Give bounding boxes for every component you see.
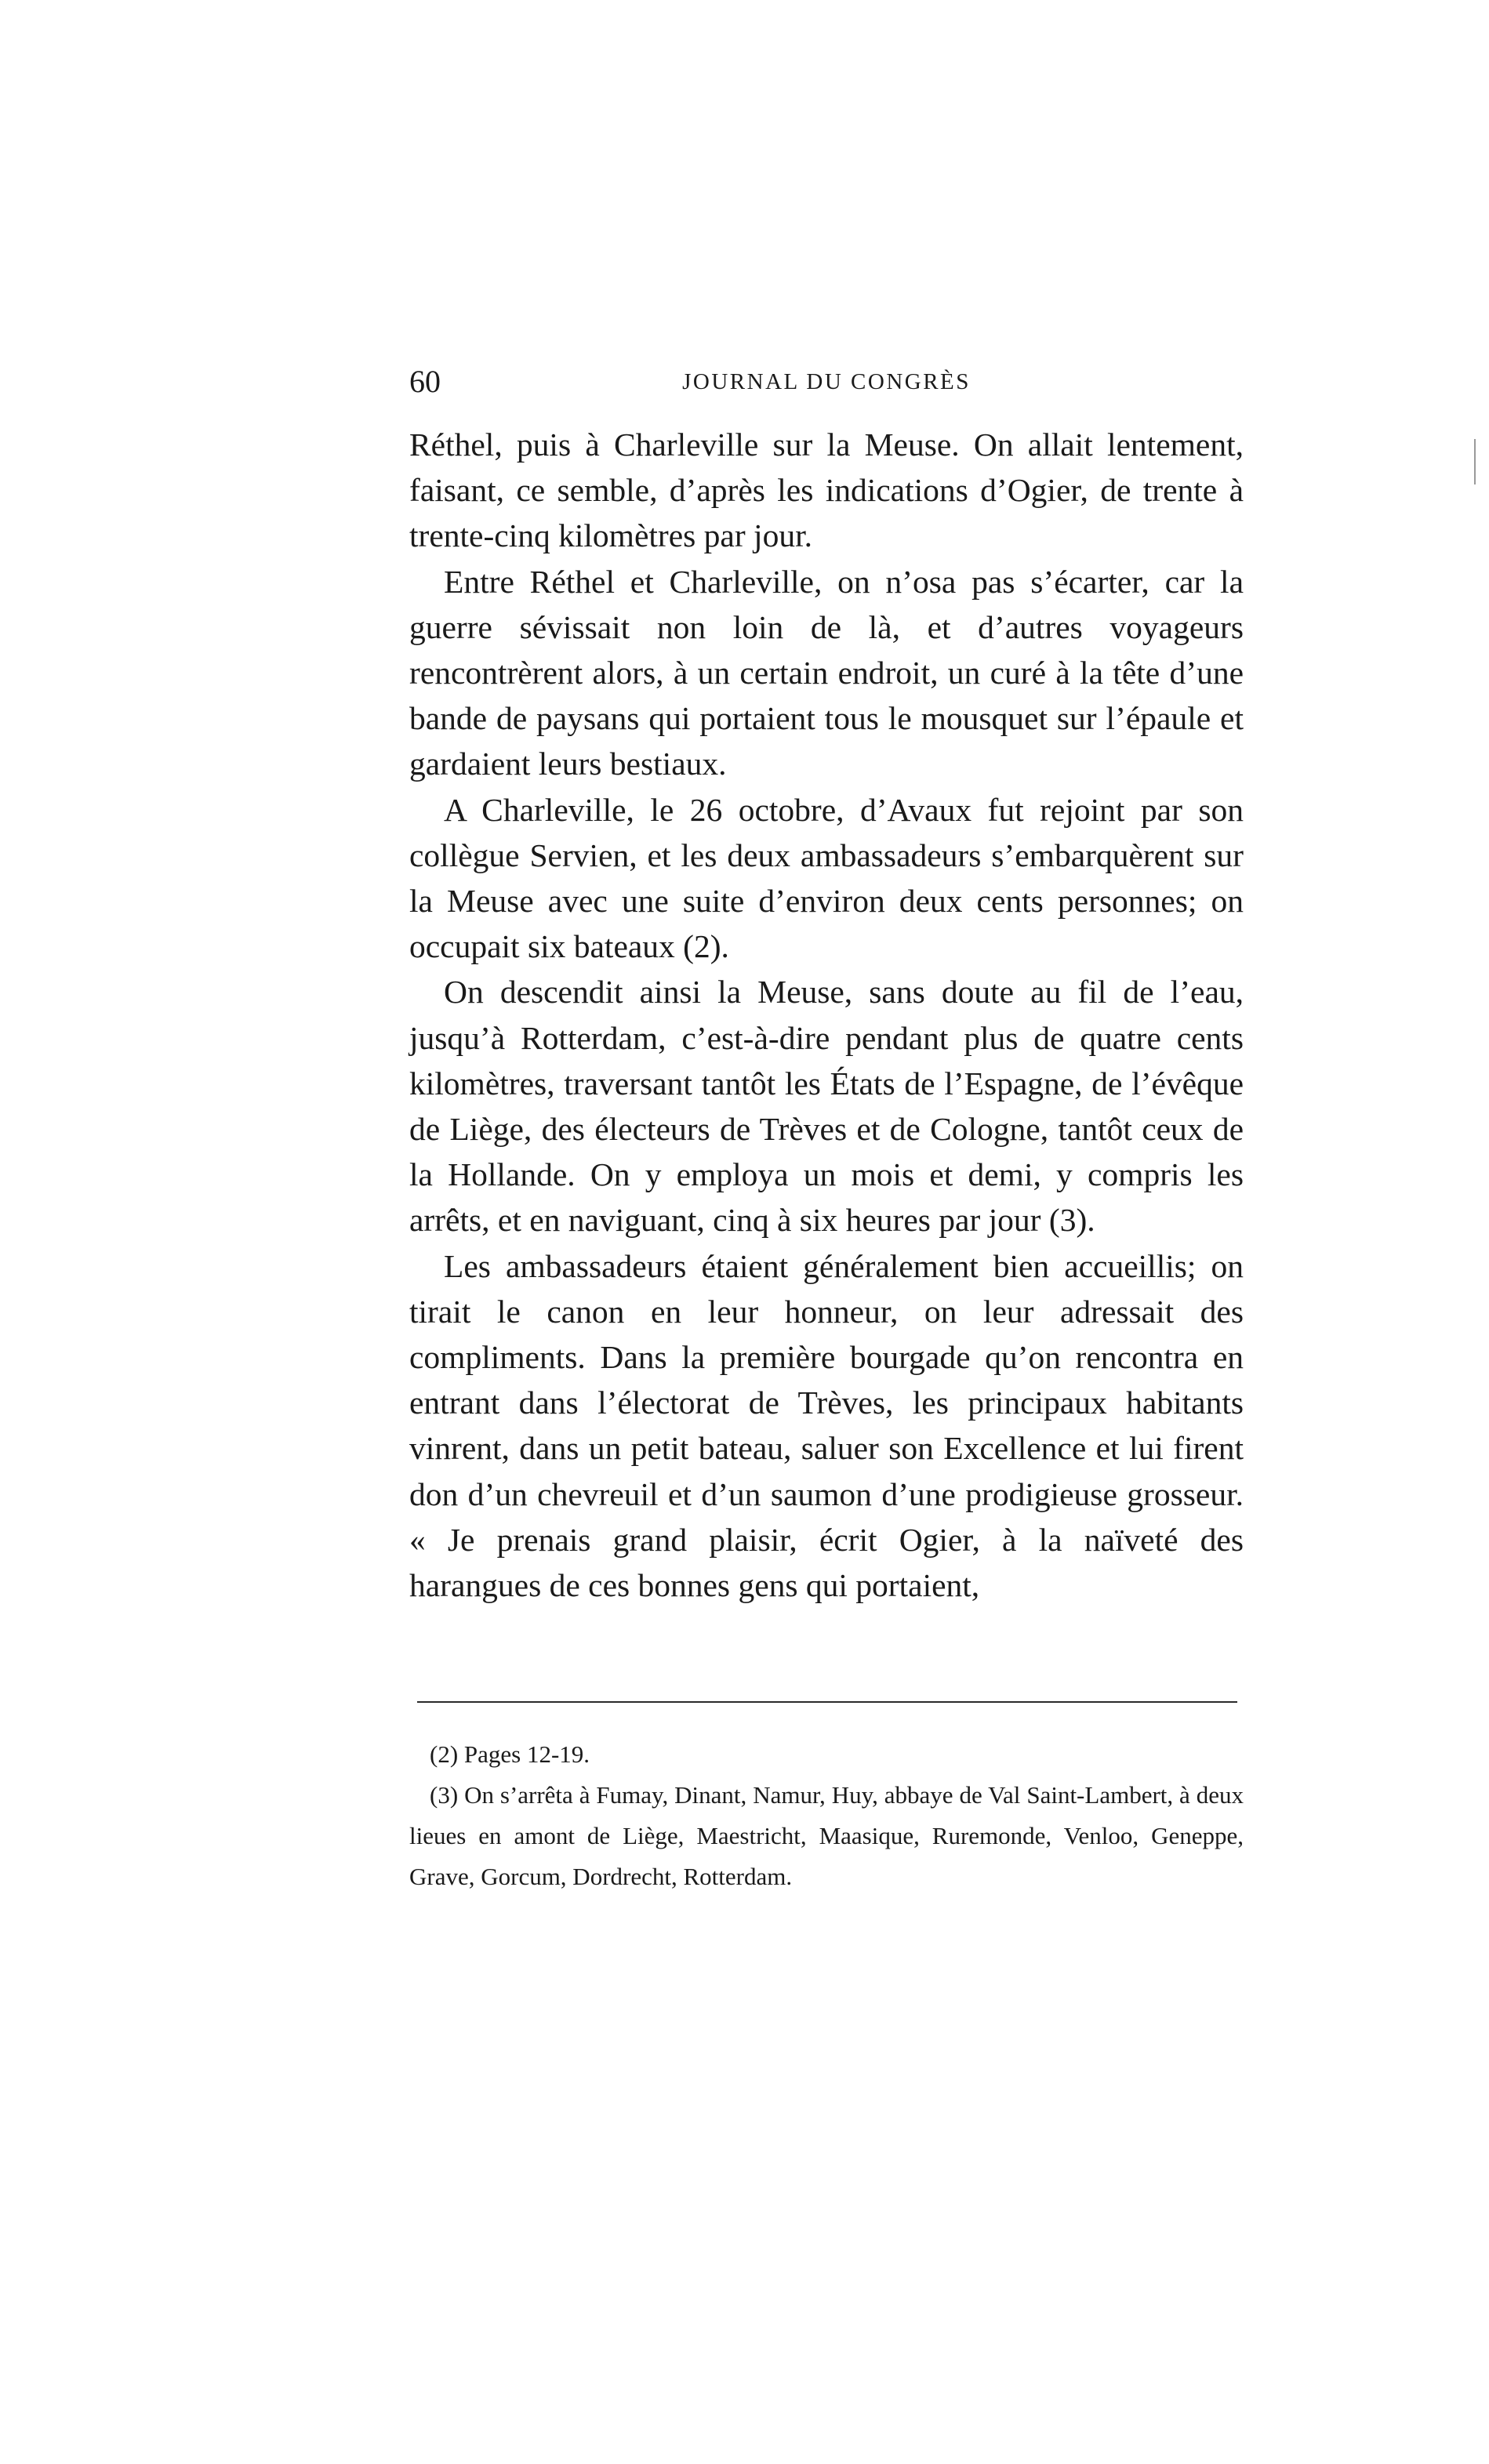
paragraph: Réthel, puis à Charleville sur la Meuse. On allait lentement, faisant, ce semble, d’après les indications d’Ogier, de trente à trente-cinq kilomètres par jour. <box>409 426 1244 554</box>
main-text <box>409 422 1244 1608</box>
footnote-divider <box>417 1701 1237 1703</box>
page-number: 60 <box>409 364 441 399</box>
footnote: (3) On s’arrêta à Fumay, Dinant, Namur, Huy, abbaye de Val Saint-Lambert, à deux lieues en amont de Liège, Maestricht, Maasique, Ruremonde, Venloo, Geneppe, Grave, Gorcum, Dordrecht, Rotterdam. <box>409 1781 1244 1890</box>
paragraph: Les ambassadeurs étaient généralement bien accueillis; on tirait le canon en leur honneur, on leur adressait des compliments. Dans la première bourgade qu’on rencontra en entrant dans l’électorat de Trèves, les principaux habitants vinrent, dans un petit bateau, saluer son Excellence et lui firent don d’un chevreuil et d’un saumon d’une prodigieuse grosseur. « Je prenais grand plaisir, écrit Ogier, à la naïveté des harangues de ces bonnes gens qui portaient, <box>409 1247 1244 1604</box>
page-header <box>409 362 1244 401</box>
paragraph: Entre Réthel et Charleville, on n’osa pas s’écarter, car la guerre sévissait non loin de là, et d’autres voyageurs rencontrèrent alors, à un certain endroit, un curé à la tête d’une bande de paysans qui portaient tous le mousquet sur l’épaule et gardaient leurs bestiaux. <box>409 563 1244 782</box>
paragraph: On descendit ainsi la Meuse, sans doute au fil de l’eau, jusqu’à Rotterdam, c’est-à-dire pendant plus de quatre cents kilomètres, traversant tantôt les États de l’Espagne, de l’évêque de Liège, des électeurs de Trèves et de Cologne, tantôt ceux de la Hollande. On y employa un mois et demi, y compris les arrêts, et en naviguant, cinq à six heures par jour (3). <box>409 974 1244 1239</box>
footnotes <box>409 1734 1244 1897</box>
footnote: (2) Pages 12-19. <box>430 1740 590 1768</box>
running-title: JOURNAL DU CONGRÈS <box>682 369 971 394</box>
scan-margin-mark <box>1474 439 1476 484</box>
paragraph: A Charleville, le 26 octobre, d’Avaux fut rejoint par son collègue Servien, et les deux ambassadeurs s’embarquèrent sur la Meuse avec une suite d’environ deux cents personnes; on occupait six bateaux (2). <box>409 791 1244 965</box>
